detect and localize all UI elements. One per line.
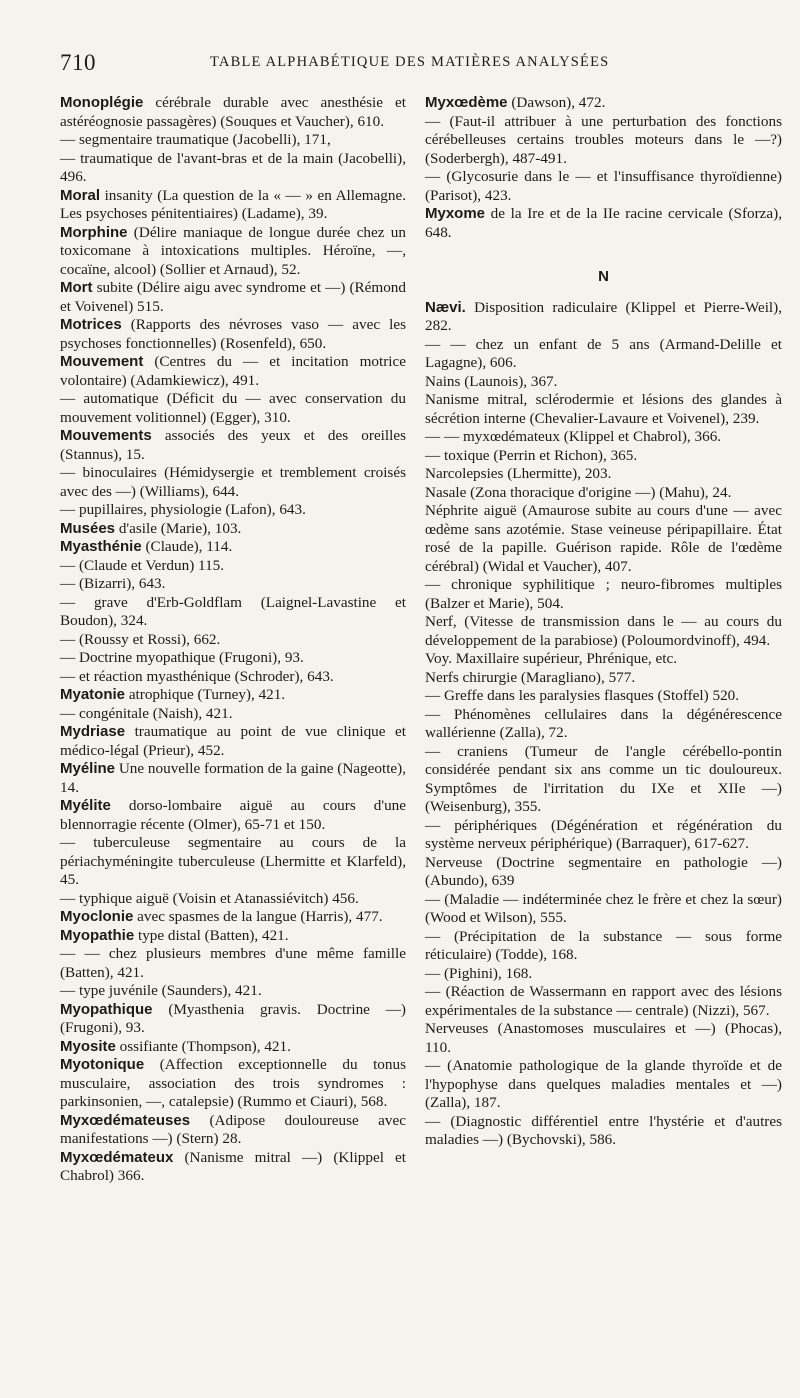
page-number: 710	[60, 50, 96, 75]
entry-text: subite (Délire aigu avec syndrome et —) (Rémond et Voivenel) 515.	[60, 279, 406, 315]
index-entry: — (Faut-il attribuer à une perturbation des fonctions cérébelleuses certains troubles moteurs dans le —?) (Soderbergh), 487-491.	[425, 112, 782, 167]
index-entry: — (Réaction de Wassermann en rapport avec des lésions expérimentales de la substance — centrale) (Nizzi), 567.	[425, 983, 782, 1019]
entry-headword: Motrices	[60, 316, 122, 333]
entry-headword: Mouvement	[60, 353, 144, 370]
index-entry	[60, 1001, 406, 1038]
index-entry	[60, 316, 406, 353]
entry-headword: Myxœdème	[425, 94, 508, 111]
index-entry	[60, 760, 406, 797]
entry-headword: Myotonique	[60, 1056, 145, 1073]
index-entry	[60, 353, 406, 390]
index-entry: Nasale (Zona thoracique d'origine —) (Mahu), 24.	[425, 483, 732, 501]
index-entry: — (Claude et Verdun) 115.	[60, 556, 225, 574]
entry-text: cérébrale durable avec anesthésie et astéréognosie passagères) (Souques et Vaucher), 610.	[60, 94, 406, 130]
left-column	[60, 94, 406, 1368]
entry-text: (Adipose douloureuse avec manifestations —) (Stern) 28.	[60, 1111, 406, 1147]
entry-text: type distal (Batten), 421.	[134, 926, 289, 944]
entry-text: d'asile (Marie), 103.	[115, 519, 242, 537]
index-entry: — (Précipitation de la substance — sous forme réticulaire) (Todde), 168.	[425, 927, 782, 963]
index-entry	[60, 1056, 406, 1112]
index-entry	[60, 279, 406, 316]
right-column-n-entries	[425, 299, 782, 1150]
running-title: TABLE ALPHABÉTIQUE DES MATIÈRES ANALYSÉES	[210, 54, 610, 70]
index-entry: — automatique (Déficit du — avec conservation du mouvement volitionnel) (Egger), 310.	[60, 390, 406, 426]
entry-headword: Nævi.	[425, 298, 466, 316]
entry-headword: Myxome	[425, 205, 486, 222]
index-entry: — binoculaires (Hémidysergie et tremblement croisés avec des —) (Williams), 644.	[60, 464, 406, 500]
index-entry: — (Pighini), 168.	[425, 964, 533, 982]
entry-headword: Mort	[60, 279, 93, 296]
index-entry	[60, 224, 406, 280]
entry-headword: Mydriase	[60, 723, 126, 740]
entry-headword: Mouvements	[60, 427, 152, 444]
index-entry: — grave d'Erb-Goldflam (Laignel-Lavastine et Boudon), 324.	[60, 593, 406, 629]
index-entry	[60, 1149, 406, 1186]
entry-text: (Affection exceptionnelle du tonus musculaire, association des trois syndromes : parkinsonien, —, catalepsie) (Rummo et Ciauri), 568.	[60, 1056, 406, 1110]
entry-text: (Dawson), 472.	[507, 94, 606, 111]
entry-text: (Délire maniaque de longue durée chez un toxicomane à intoxications multiples. Héroïne, —, cocaïne, alcool) (Sollier et Arnaud), 52.	[60, 223, 406, 278]
entry-text: (Claude), 114.	[141, 538, 233, 555]
entry-headword: Myxœdémateuses	[60, 1111, 191, 1129]
index-entry: — (Maladie — indéterminée chez le frère et chez la sœur) (Wood et Wilson), 555.	[425, 890, 782, 926]
entry-text: (Myasthenia gravis. Doctrine —) (Frugoni), 93.	[60, 1000, 406, 1036]
entry-text: associés des yeux et des oreilles (Stannus), 15.	[60, 427, 406, 463]
index-entry: — et réaction myasthénique (Schroder), 643.	[60, 667, 334, 685]
index-entry: — — myxœdémateux (Klippel et Chabrol), 366.	[425, 428, 722, 445]
entry-headword: Myoclonie	[60, 908, 134, 925]
index-entry: — périphériques (Dégénération et régénération du système nerveux périphérique) (Barraquer), 617-627.	[425, 816, 782, 852]
entry-text: Disposition radiculaire (Klippel et Pierre-Weil), 282.	[425, 298, 782, 334]
index-entry: — craniens (Tumeur de l'angle cérébello-pontin considérée pendant six ans comme un tic douloureux. Symptômes de l'irritation du IXe et XIIe —) (Weisenburg), 355.	[425, 742, 782, 815]
index-entry: — pupillaires, physiologie (Lafon), 643.	[60, 501, 306, 518]
index-entry: Nains (Launois), 367.	[425, 372, 558, 390]
index-entry: — traumatique de l'avant-bras et de la main (Jacobelli), 496.	[60, 149, 406, 185]
index-entry: Nanisme mitral, sclérodermie et lésions des glandes à sécrétion interne (Chevalier-Lavaure et Voivenel), 239.	[425, 391, 782, 427]
index-entry	[425, 205, 782, 242]
index-entry: — Phénomènes cellulaires dans la dégénérescence wallérienne (Zalla), 72.	[425, 705, 782, 741]
index-entry: Nerveuse (Doctrine segmentaire en pathologie —) (Abundo), 639	[425, 853, 782, 889]
index-entry: Nerveuses (Anastomoses musculaires et —) (Phocas), 110.	[425, 1020, 782, 1056]
index-entry	[60, 927, 406, 946]
index-entry	[60, 427, 406, 464]
entry-text: (Centres du — et incitation motrice volontaire) (Adamkiewicz), 491.	[60, 353, 406, 389]
entry-text: (Rapports des névroses vaso — avec les psychoses fonctionnelles) (Rosenfeld), 650.	[60, 316, 406, 352]
index-entry	[60, 686, 406, 705]
entry-text: (Nanisme mitral —) (Klippel et Chabrol) 366.	[60, 1148, 406, 1184]
section-letter: N	[598, 268, 609, 285]
entry-text: Une nouvelle formation de la gaine (Nageotte), 14.	[60, 760, 407, 796]
index-entry: Nerf, (Vitesse de transmission dans le — au cours du développement de la parabiose) (Poloumordvinoff), 494.	[425, 613, 782, 649]
entry-headword: Myosite	[60, 1037, 116, 1055]
index-entry: — tuberculeuse segmentaire au cours de la périachyméningite tuberculeuse (Lhermitte et Klarfeld), 45.	[60, 834, 406, 888]
index-entry: — — chez un enfant de 5 ans (Armand-Delille et Lagagne), 606.	[425, 335, 782, 371]
index-entry: — (Bizarri), 643.	[60, 575, 166, 592]
entry-headword: Musées	[60, 519, 116, 537]
index-entry	[60, 1038, 406, 1057]
index-entry	[60, 538, 406, 557]
index-entry: — (Anatomie pathologique de la glande thyroïde et de l'hypophyse dans quelques maladies mentales et —) (Zalla), 187.	[425, 1057, 782, 1111]
index-entry: Néphrite aiguë (Amaurose subite au cours d'une — avec œdème sans azotémie. Stase veineuse péripapillaire. État rosé de la papille. Guérison rapide. Rôle de l'œdème cérébral) (Widal et Vaucher), 407.	[425, 502, 782, 575]
index-entry	[60, 1112, 406, 1149]
entry-text: ossifiante (Thompson), 421.	[115, 1037, 291, 1055]
index-entry: — type juvénile (Saunders), 421.	[60, 982, 262, 999]
entry-headword: Myélite	[60, 797, 111, 814]
index-entry: — Doctrine myopathique (Frugoni), 93.	[60, 649, 304, 666]
index-entry	[60, 187, 406, 224]
entry-text: atrophique (Turney), 421.	[125, 686, 286, 703]
right-column	[425, 94, 782, 1368]
entry-headword: Monoplégie	[60, 94, 144, 111]
index-entry	[60, 94, 406, 131]
entry-headword: Myopathique	[60, 1000, 153, 1018]
entry-headword: Myasthénie	[60, 538, 142, 555]
index-entry	[425, 299, 782, 336]
index-entry: — toxique (Perrin et Richon), 365.	[425, 446, 638, 464]
right-column-m-entries	[425, 94, 782, 242]
index-entry	[60, 797, 406, 834]
entry-text: avec spasmes de la langue (Harris), 477.	[133, 908, 383, 925]
index-entry: — segmentaire traumatique (Jacobelli), 171,	[60, 131, 331, 148]
entry-headword: Morphine	[60, 223, 128, 241]
index-entry: — typhique aiguë (Voisin et Atanassiévitch) 456.	[60, 889, 359, 907]
index-entry: Nerfs chirurgie (Maragliano), 577.	[425, 668, 636, 686]
entry-headword: Moral	[60, 186, 101, 204]
entry-headword: Myopathie	[60, 926, 135, 944]
page-header	[60, 34, 770, 74]
index-entry: — — chez plusieurs membres d'une même famille (Batten), 421.	[60, 945, 406, 981]
index-entry: — (Diagnostic différentiel entre l'hystérie et d'autres maladies —) (Bychovski), 586.	[425, 1112, 782, 1148]
entry-text: de la Ire et de la IIe racine cervicale (Sforza), 648.	[425, 205, 782, 241]
entry-headword: Myéline	[60, 760, 116, 777]
index-entry: — congénitale (Naish), 421.	[60, 704, 233, 722]
entry-headword: Myatonie	[60, 686, 126, 703]
entry-text: dorso-lombaire aiguë au cours d'une blennorragie récente (Olmer), 65-71 et 150.	[60, 797, 406, 833]
entry-text: insanity (La question de la « — » en Allemagne. Les psychoses pénitentiaires) (Ladame), 39.	[60, 186, 406, 222]
index-entry	[60, 908, 406, 927]
entry-headword: Myxœdémateux	[60, 1148, 174, 1166]
index-entry: Narcolepsies (Lhermitte), 203.	[425, 465, 612, 482]
index-entry	[60, 520, 406, 539]
index-entry: — (Roussy et Rossi), 662.	[60, 630, 221, 648]
entry-text: traumatique au point de vue clinique et médico-légal (Prieur), 452.	[60, 723, 406, 759]
index-entry: Voy. Maxillaire supérieur, Phrénique, etc.	[425, 650, 678, 667]
index-entry	[60, 723, 406, 760]
index-entry	[425, 94, 782, 113]
index-entry: — (Glycosurie dans le — et l'insuffisance thyroïdienne) (Parisot), 423.	[425, 168, 782, 204]
index-entry: — chronique syphilitique ; neuro-fibromes multiples (Balzer et Marie), 504.	[425, 576, 782, 612]
index-entry: — Greffe dans les paralysies flasques (Stoffel) 520.	[425, 687, 740, 704]
